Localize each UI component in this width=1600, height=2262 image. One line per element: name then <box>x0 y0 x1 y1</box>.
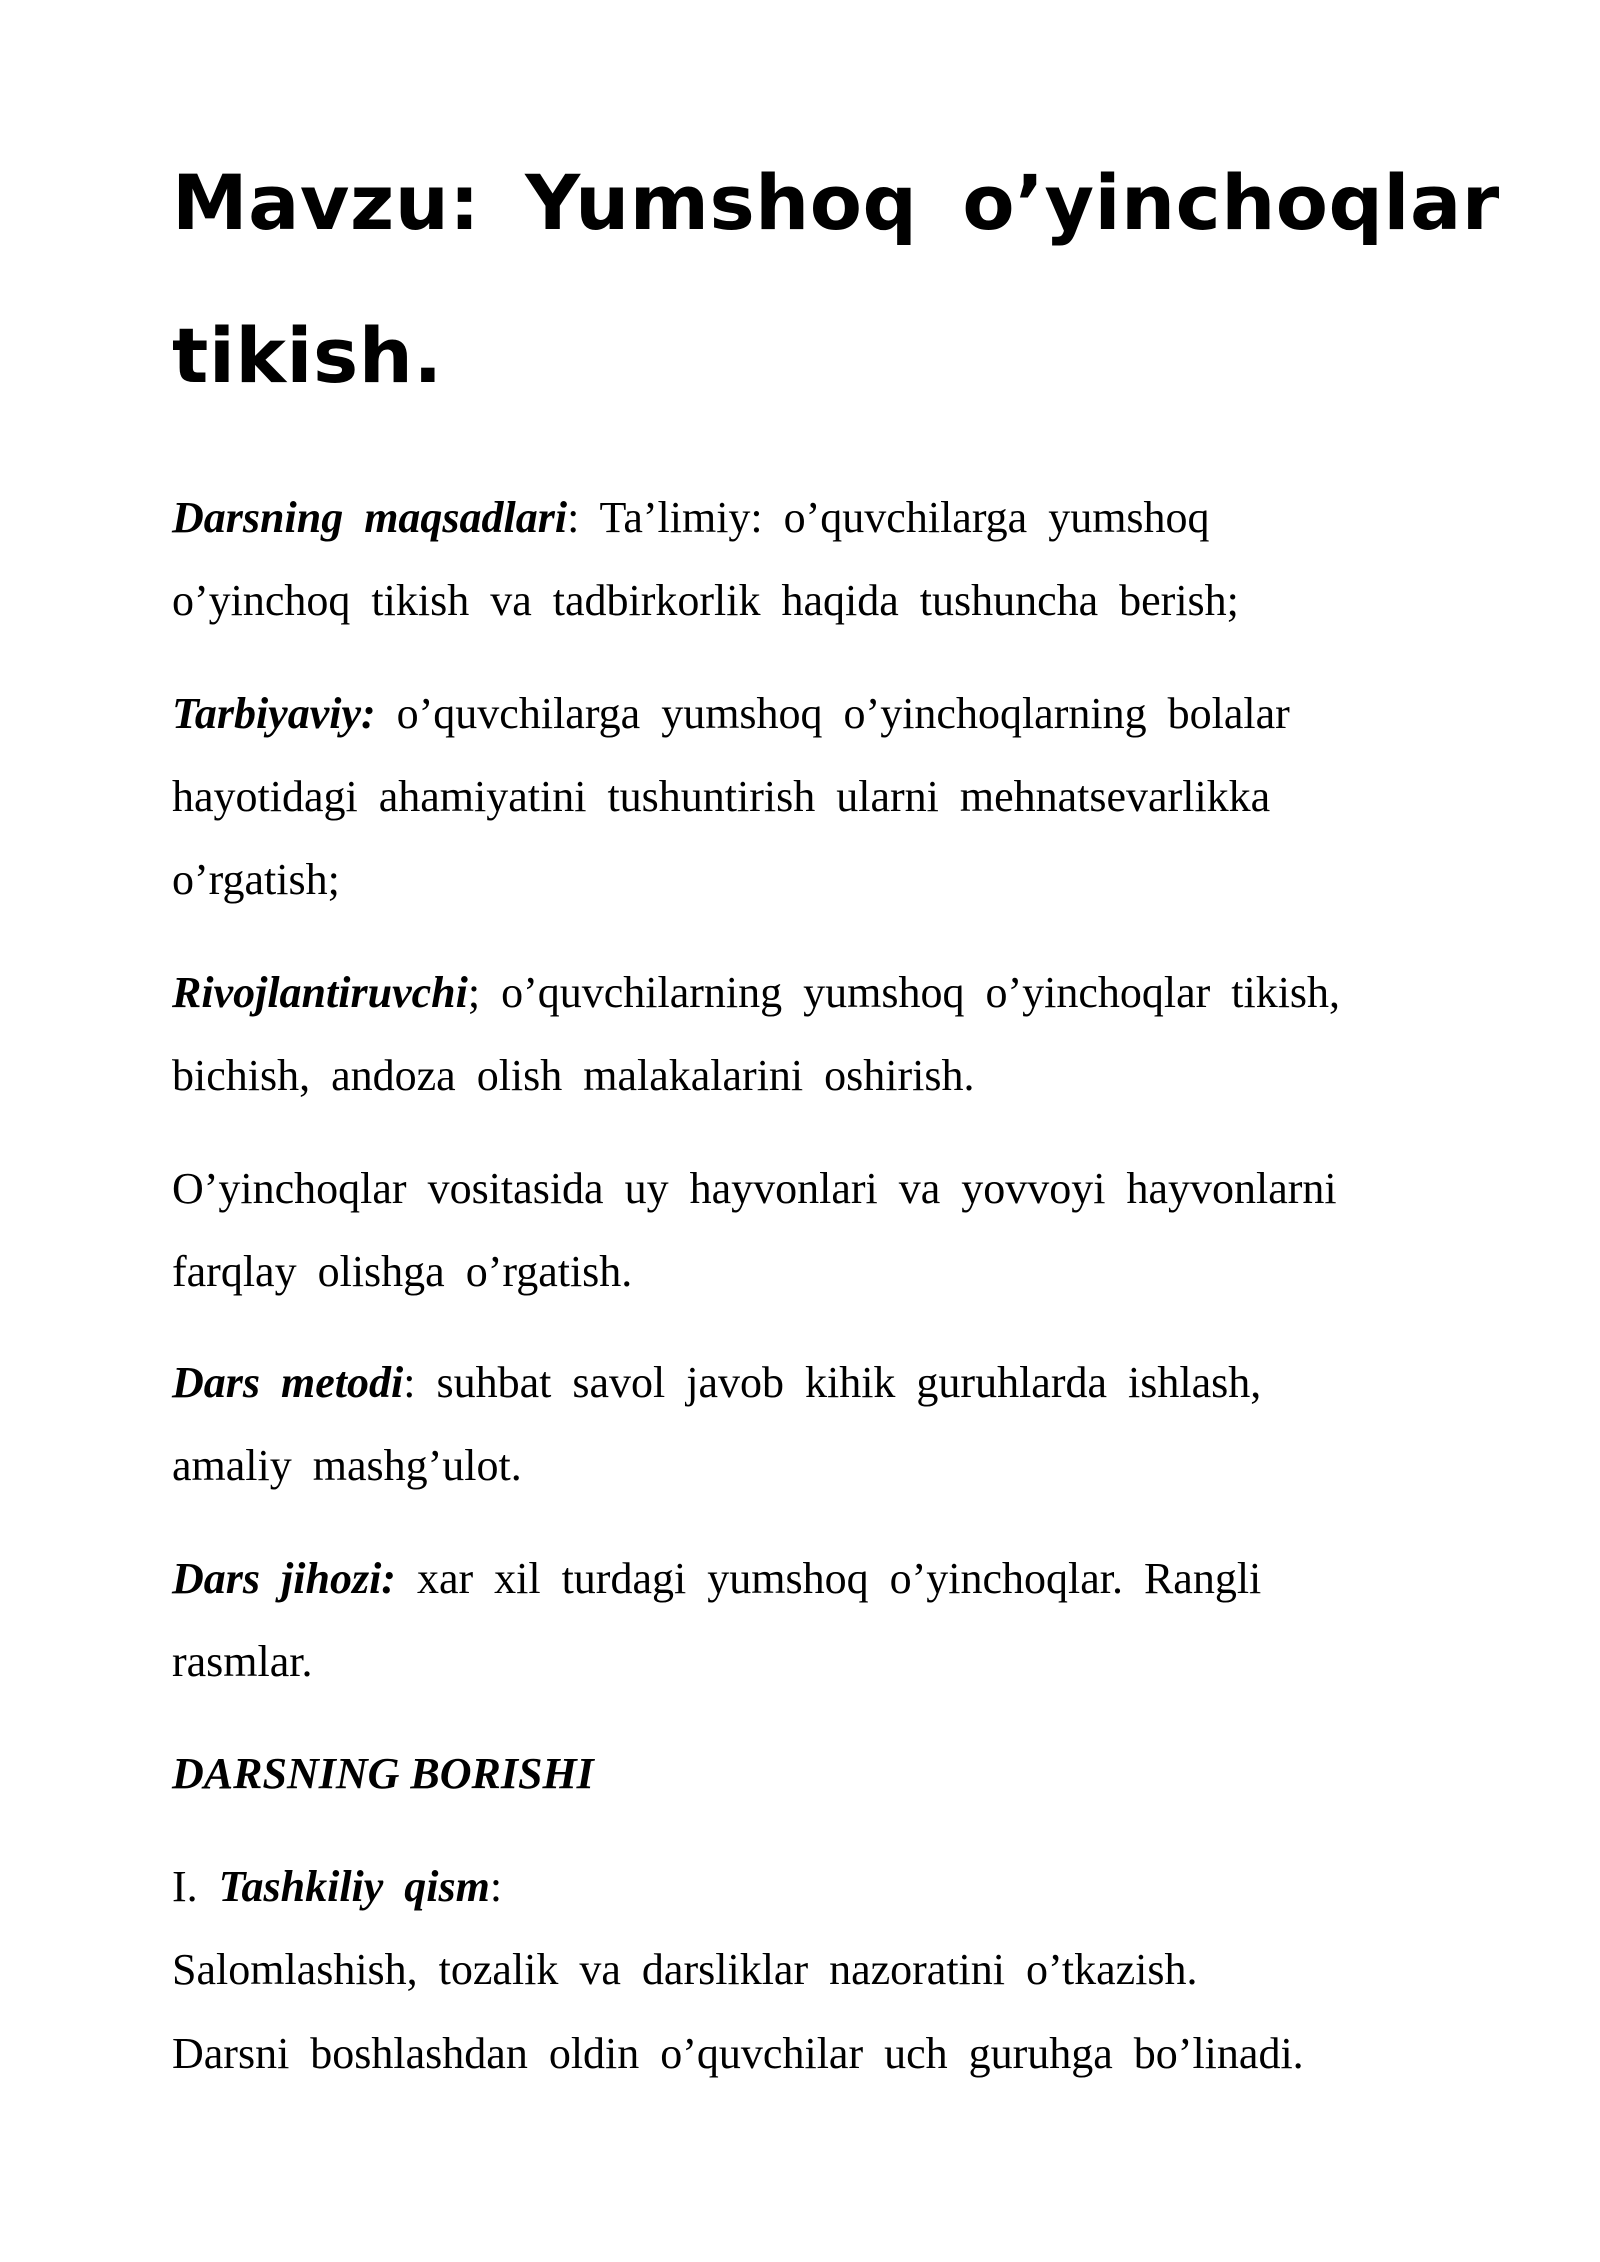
educational-label: Tarbiyaviy: <box>172 689 376 738</box>
equipment-line-1 <box>172 1554 1262 1603</box>
part1-punct: : <box>489 1862 503 1911</box>
page-title-line-1: Mavzu: Yumshoq o’yinchoqlar <box>172 158 1500 247</box>
developmental-punct: ; <box>467 968 481 1017</box>
educational-line-3: o’rgatish; <box>172 855 340 904</box>
part1-line-1 <box>172 1862 503 1911</box>
goals-label: Darsning maqsadlari <box>172 493 568 542</box>
equipment-line-2: rasmlar. <box>172 1637 313 1686</box>
goals-line-1 <box>172 493 1210 542</box>
developmental-line-1 <box>172 968 1341 1017</box>
developmental-line-2: bichish, andoza olish malakalarini oshirish. <box>172 1051 975 1100</box>
toys-line-2: farqlay olishga o’rgatish. <box>172 1247 633 1296</box>
equipment-text-1: xar xil turdagi yumshoq o’yinchoqlar. Rangli <box>395 1554 1262 1603</box>
method-line-1 <box>172 1358 1262 1407</box>
part1-label: Tashkiliy qism <box>218 1862 490 1911</box>
toys-line-1: O’yinchoqlar vositasida uy hayvonlari va yovvoyi hayvonlarni <box>172 1164 1337 1213</box>
equipment-label: Dars jihozi: <box>172 1554 396 1603</box>
goals-text-1: Ta’limiy: o’quvchilarga yumshoq <box>579 493 1210 542</box>
educational-text-1: o’quvchilarga yumshoq o’yinchoqlarning bolalar <box>375 689 1290 738</box>
goals-line-2: o’yinchoq tikish va tadbirkorlik haqida tushuncha berish; <box>172 576 1239 625</box>
developmental-text-1: o’quvchilarning yumshoq o’yinchoqlar tikish, <box>480 968 1341 1017</box>
part1-line-2: Salomlashish, tozalik va darsliklar nazoratini o’tkazish. <box>172 1945 1198 1994</box>
section-heading: DARSNING BORISHI <box>172 1749 594 1798</box>
method-punct: : <box>403 1358 416 1407</box>
method-line-2: amaliy mashg’ulot. <box>172 1441 522 1490</box>
page-title-line-2: tikish. <box>172 311 443 400</box>
method-label: Dars metodi <box>172 1358 404 1407</box>
educational-line-2: hayotidagi ahamiyatini tushuntirish ularni mehnatsevarlikka <box>172 772 1271 821</box>
goals-punct: : <box>567 493 580 542</box>
developmental-label: Rivojlantiruvchi <box>172 968 468 1017</box>
part1-number: I. <box>172 1862 219 1911</box>
part1-line-3: Darsni boshlashdan oldin o’quvchilar uch guruhga bo’linadi. <box>172 2029 1304 2078</box>
educational-line-1 <box>172 689 1290 738</box>
method-text-1: suhbat savol javob kihik guruhlarda ishlash, <box>415 1358 1262 1407</box>
